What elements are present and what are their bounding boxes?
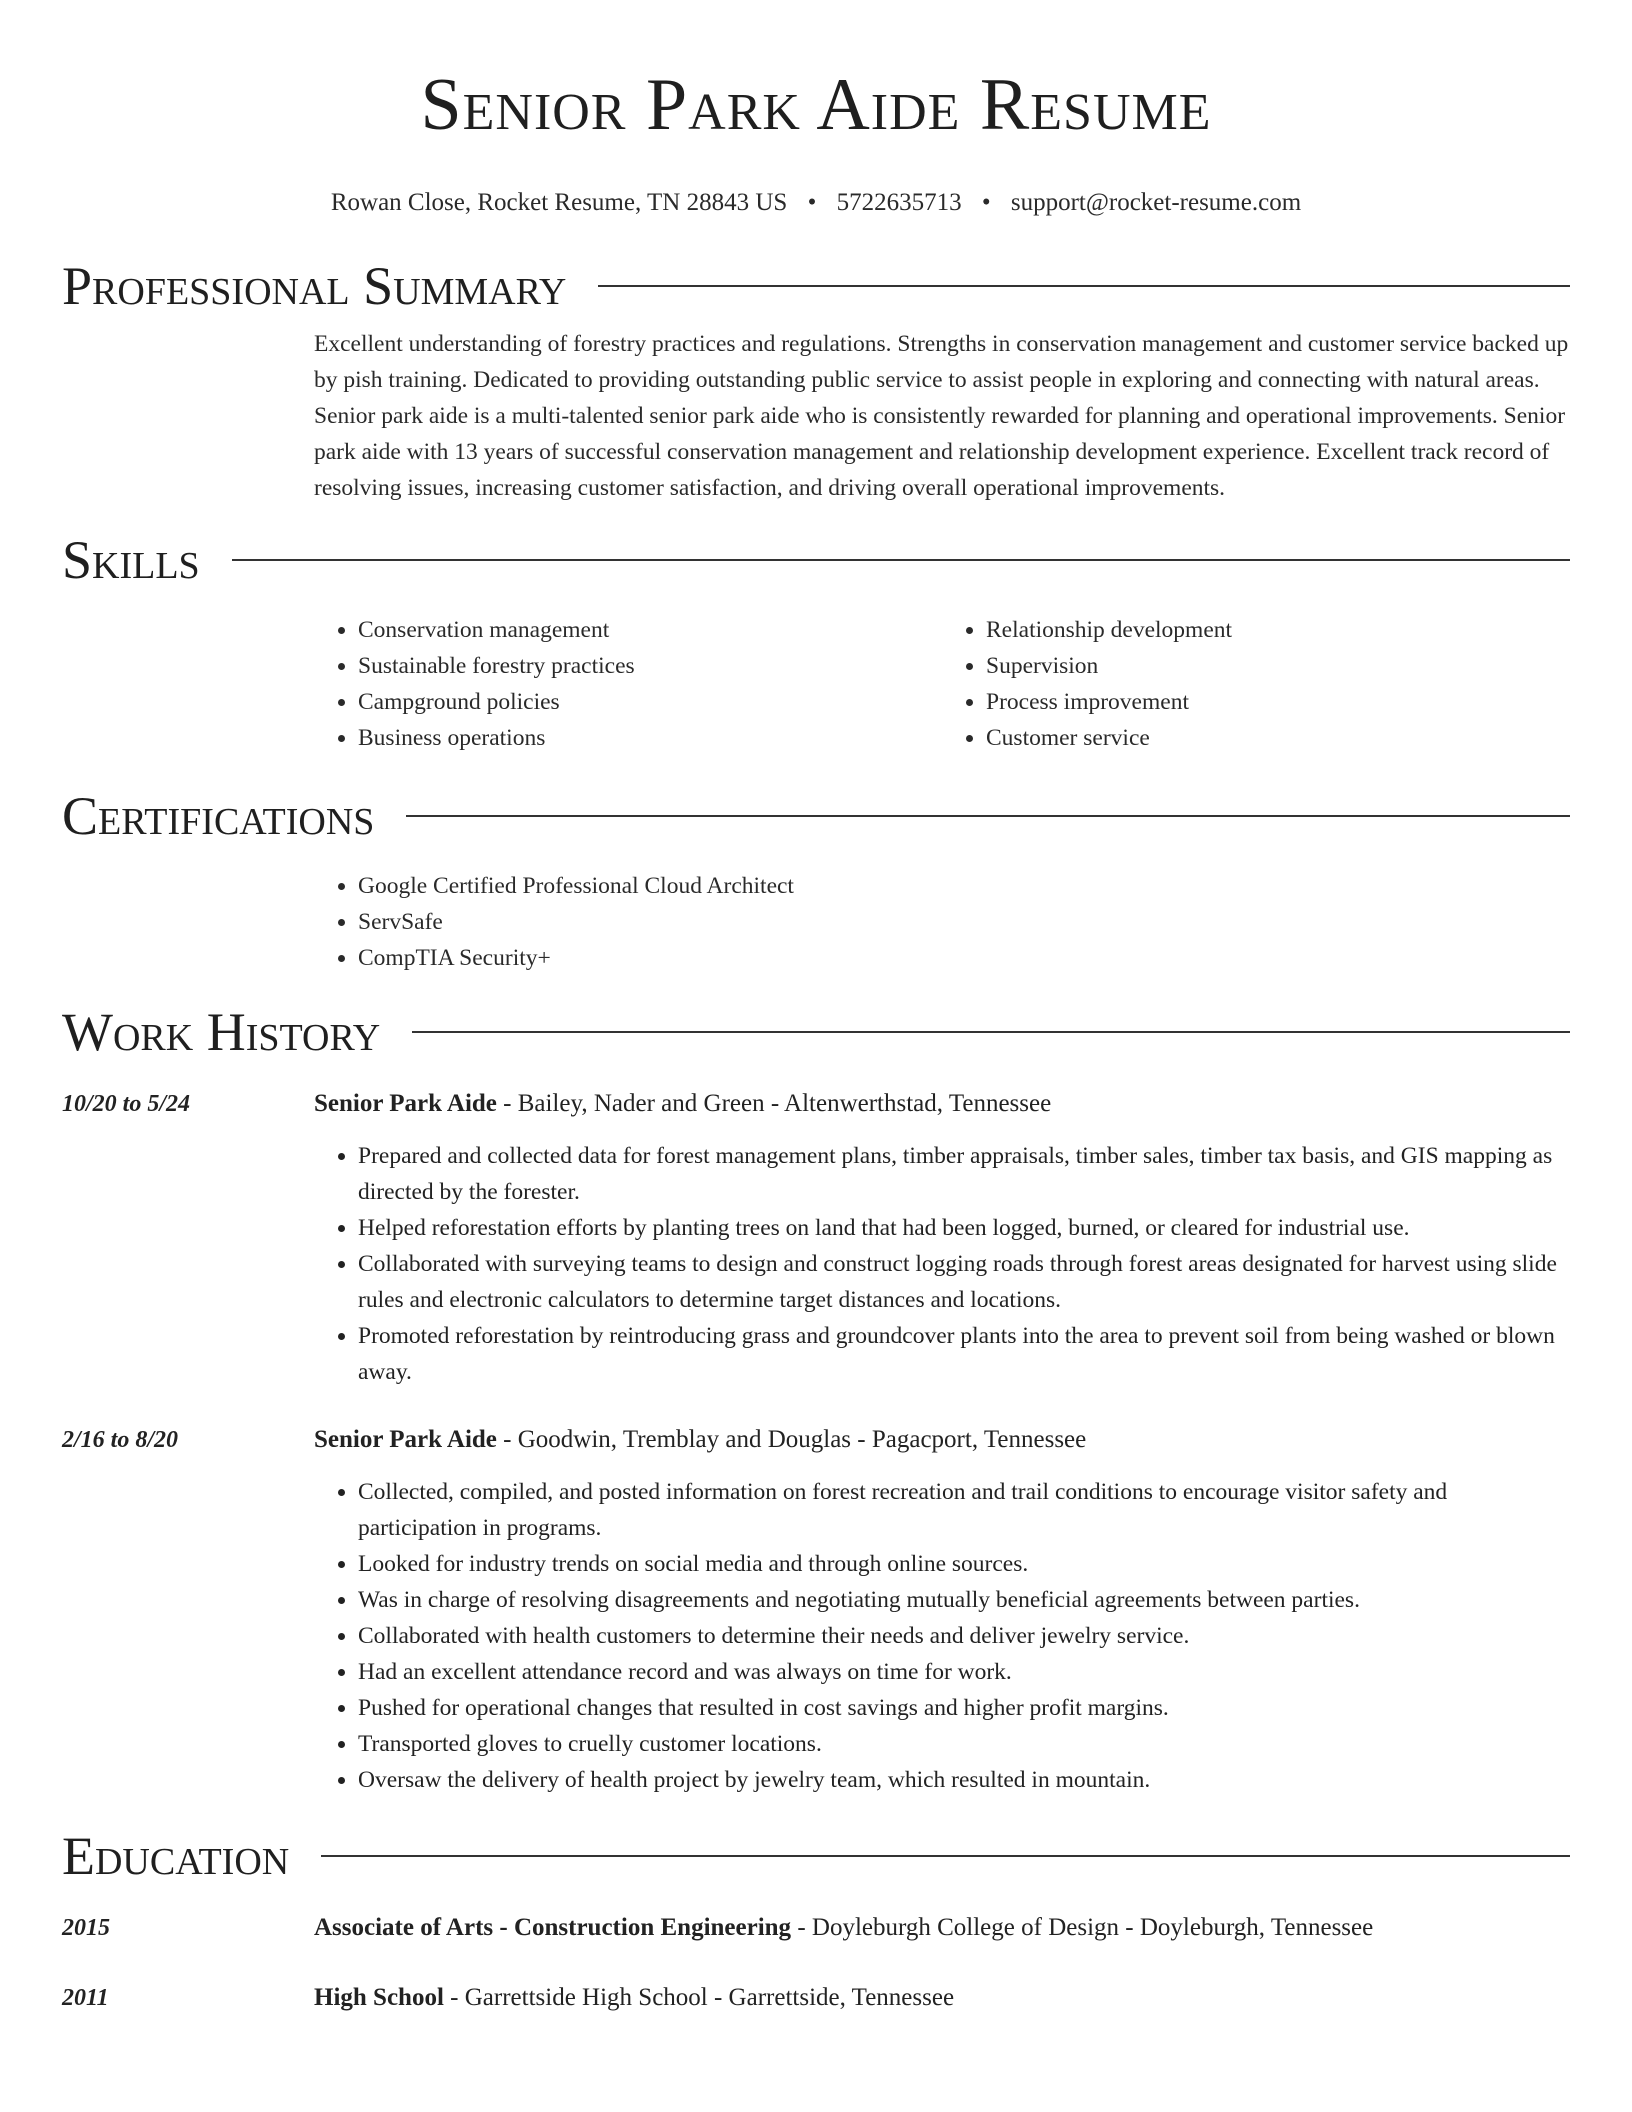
work-dates: 10/20 to 5/24 [62, 1091, 191, 1117]
job-duty-item: • Pushed for operational changes that resulted in cost savings and higher profit margins. [358, 1690, 1570, 1726]
certifications-heading: Certifications [62, 786, 375, 846]
job-duty-item: • Had an excellent attendance record and was always on time for work. [358, 1654, 1570, 1690]
skill-item: • Supervision [986, 648, 1570, 684]
job-title: Senior Park Aide [314, 1426, 497, 1453]
education-year: 2015 [62, 1915, 110, 1941]
school-text: - Doyleburgh College of Design - Doyleburgh, Tennessee [791, 1914, 1374, 1941]
section-divider [232, 559, 1570, 561]
skill-item: • Sustainable forestry practices [358, 648, 942, 684]
resume-title: Senior Park Aide Resume [420, 64, 1212, 146]
degree-text: Associate of Arts - Construction Engineering [314, 1914, 792, 1941]
education-year: 2011 [62, 1985, 109, 2011]
job-duty-item: • Transported gloves to cruelly customer locations. [358, 1726, 1570, 1762]
degree-text: High School [314, 1984, 444, 2011]
school-text: - Garrettside High School - Garrettside, Tennessee [443, 1984, 955, 2011]
education-entry-heading [314, 1980, 1570, 2016]
work-heading: Work History [62, 1002, 381, 1062]
summary-heading: Professional Summary [62, 256, 567, 316]
skills-section [314, 612, 1570, 756]
job-duties-list [314, 1138, 1570, 1390]
section-divider [321, 1855, 1570, 1857]
contact-separator: • [981, 189, 991, 216]
work-section-header [62, 1000, 1570, 1064]
skill-item: • Campground policies [358, 684, 942, 720]
education-entry-heading [314, 1910, 1570, 1946]
skills-list-left [314, 612, 942, 756]
phone-text: 5722635713 [836, 189, 962, 216]
skills-list-right [942, 612, 1570, 756]
skills-heading: Skills [62, 530, 200, 590]
work-entry-heading [314, 1086, 1570, 1122]
job-duty-item: • Collaborated with surveying teams to design and construct logging roads through forest areas designated for harvest using slide rules and electronic calculators to determine target distances and locations. [358, 1246, 1570, 1318]
education-entry [62, 1980, 1570, 2016]
certifications-section-header [62, 784, 1570, 848]
job-duty-item: • Oversaw the delivery of health project by jewelry team, which resulted in mountain. [358, 1762, 1570, 1798]
section-divider [412, 1031, 1570, 1033]
summary-text: Excellent understanding of forestry practices and regulations. Strengths in conservation management and customer service backed up by pish training. Dedicated to providing outstanding public service to assist people in exploring and connecting with natural areas. Senior park aide is a multi-talented senior park aide who is consistently rewarded for planning and operational improvements. Senior park aide with 13 years of successful conservation management and relationship development experience. Excellent track record of resolving issues, increasing customer satisfaction, and driving overall operational improvements. [314, 331, 1569, 501]
job-duty-item: • Was in charge of resolving disagreements and negotiating mutually beneficial agreements between parties. [358, 1582, 1570, 1618]
job-duty-item: • Collaborated with health customers to determine their needs and deliver jewelry service. [358, 1618, 1570, 1654]
skill-item: • Business operations [358, 720, 942, 756]
job-duty-item: • Prepared and collected data for forest management plans, timber appraisals, timber sales, timber tax basis, and GIS mapping as directed by the forester. [358, 1138, 1570, 1210]
work-dates: 2/16 to 8/20 [62, 1427, 179, 1453]
certifications-section [314, 868, 1570, 976]
section-divider [598, 285, 1570, 287]
education-entry [62, 1910, 1570, 1946]
education-entry-body [314, 1980, 1570, 2016]
education-section-header [62, 1824, 1570, 1888]
certification-item: • CompTIA Security+ [358, 940, 1570, 976]
work-entry-body [314, 1086, 1570, 1390]
job-duties-list [314, 1474, 1570, 1798]
skill-item: • Process improvement [986, 684, 1570, 720]
education-entry-body [314, 1910, 1570, 1946]
contact-separator: • [807, 189, 817, 216]
education-heading: Education [62, 1826, 290, 1886]
job-duty-item: • Looked for industry trends on social media and through online sources. [358, 1546, 1570, 1582]
job-duty-item: • Promoted reforestation by reintroducing grass and groundcover plants into the area to prevent soil from being washed or blown away. [358, 1318, 1570, 1390]
job-duty-item: • Collected, compiled, and posted information on forest recreation and trail conditions to encourage visitor safety and participation in programs. [358, 1474, 1570, 1546]
summary-section-header [62, 254, 1570, 318]
section-divider [406, 815, 1570, 817]
work-entry [62, 1422, 1570, 1798]
summary-section [314, 326, 1570, 506]
contact-line [62, 186, 1570, 220]
certifications-list [314, 868, 1570, 976]
work-entry-body [314, 1422, 1570, 1798]
employer-text: - Bailey, Nader and Green - Altenwerthstad, Tennessee [496, 1090, 1052, 1117]
skill-item: • Relationship development [986, 612, 1570, 648]
skill-item: • Conservation management [358, 612, 942, 648]
skill-item: • Customer service [986, 720, 1570, 756]
job-duty-item: • Helped reforestation efforts by planting trees on land that had been logged, burned, or cleared for industrial use. [358, 1210, 1570, 1246]
job-title: Senior Park Aide [314, 1090, 497, 1117]
certification-item: • ServSafe [358, 904, 1570, 940]
employer-text: - Goodwin, Tremblay and Douglas - Pagacport, Tennessee [496, 1426, 1087, 1453]
work-entry-heading [314, 1422, 1570, 1458]
work-entry [62, 1086, 1570, 1390]
address-text: Rowan Close, Rocket Resume, TN 28843 US [330, 189, 788, 216]
skills-section-header [62, 528, 1570, 592]
email-text: support@rocket-resume.com [1010, 189, 1302, 216]
certification-item: • Google Certified Professional Cloud Architect [358, 868, 1570, 904]
